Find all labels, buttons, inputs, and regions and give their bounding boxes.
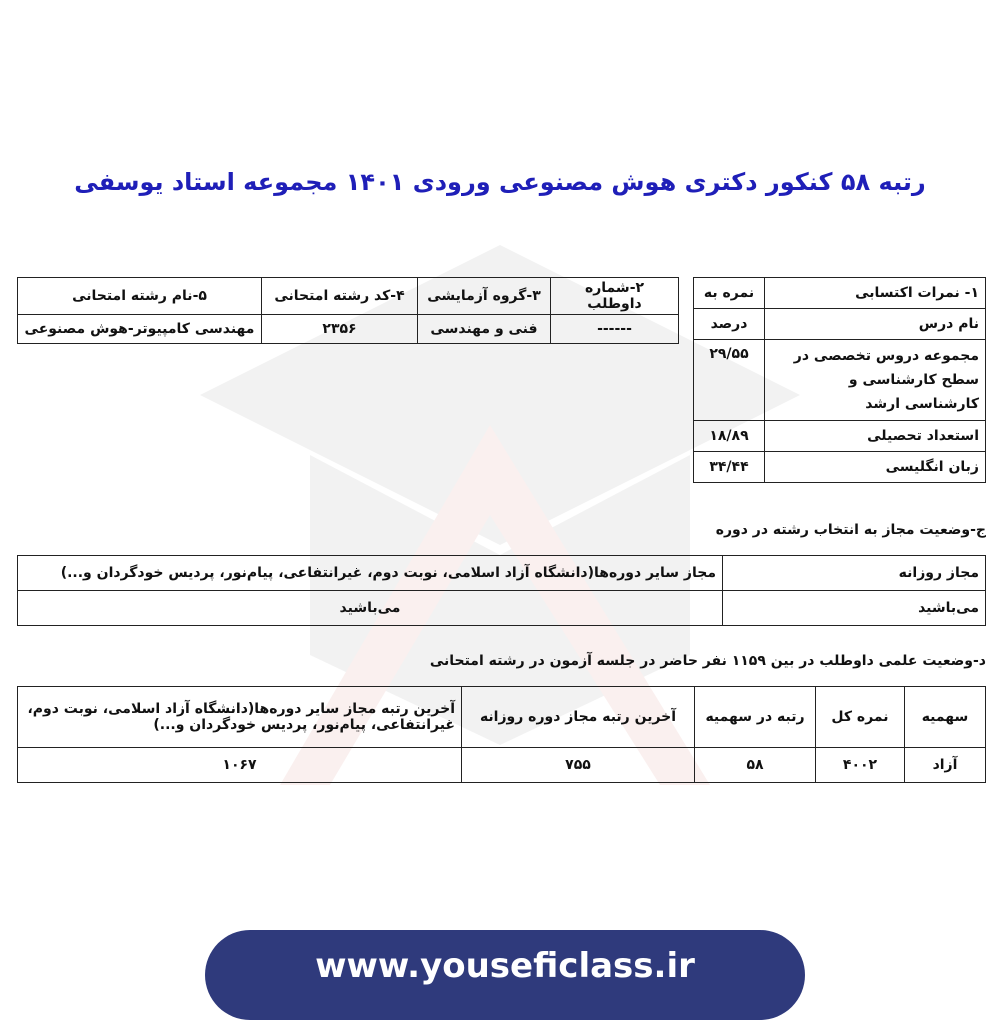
total-score: ۴۰۰۲ xyxy=(816,748,905,783)
page-title: رتبه ۵۸ کنکور دکتری هوش مصنوعی ورودی ۱۴۰۱ مجموعه استاد یوسفی xyxy=(74,168,926,196)
quota-value: آزاد xyxy=(905,748,986,783)
last-rank-daily: ۷۵۵ xyxy=(462,748,695,783)
grades-header-percent: نمره به xyxy=(694,278,765,309)
rank-header: آخرین رتبه مجاز دوره روزانه xyxy=(462,687,695,748)
rank-section-label: د-وضعیت علمی داوطلب در بین ۱۱۵۹ نفر حاضر در جلسه آزمون در رشته امتحانی xyxy=(429,653,986,669)
status-section-label: ج-وضعیت مجاز به انتخاب رشته در دوره xyxy=(715,522,986,538)
rank-header: رتبه در سهمیه xyxy=(695,687,816,748)
status-header: مجاز سایر دوره‌ها(دانشگاه آزاد اسلامی، نوبت دوم، غیرانتفاعی، پیام‌نور، پردیس خودگردان و...) xyxy=(18,556,723,591)
field-code: ۲۳۵۶ xyxy=(262,315,418,344)
rank-header: آخرین رتبه مجاز سایر دوره‌ها(دانشگاه آزاد اسلامی، نوبت دوم، غیرانتفاعی، پیام‌نور، پردیس خودگردان و...) xyxy=(18,687,462,748)
candidate-number: ------ xyxy=(551,315,679,344)
grade-row-value: ۱۸/۸۹ xyxy=(694,421,765,452)
grade-row-name: زبان انگلیسی xyxy=(765,452,986,483)
grade-row-name: استعداد تحصیلی xyxy=(765,421,986,452)
info-header: ۳-گروه آزمایشی xyxy=(418,278,551,315)
status-header: مجاز روزانه xyxy=(723,556,986,591)
info-header: ۵-نام رشته امتحانی xyxy=(18,278,262,315)
info-header: ۲-شماره داوطلب xyxy=(551,278,679,315)
grades-header-label: ۱- نمرات اکتسابی xyxy=(765,278,986,309)
website-link[interactable]: www.youseficlass.ir xyxy=(205,930,805,1020)
grades-table xyxy=(693,277,986,483)
grade-row-name: مجموعه دروس تخصصی در سطح کارشناسی و کارشناسی ارشد xyxy=(765,340,986,421)
field-name: مهندسی کامپیوتر-هوش مصنوعی xyxy=(18,315,262,344)
status-value: می‌باشید xyxy=(18,591,723,626)
candidate-info-table xyxy=(17,277,679,344)
rank-header: سهمیه xyxy=(905,687,986,748)
rank-header: نمره کل xyxy=(816,687,905,748)
status-value: می‌باشید xyxy=(723,591,986,626)
grade-row-value: ۳۴/۴۴ xyxy=(694,452,765,483)
grade-row-value: ۲۹/۵۵ xyxy=(694,340,765,421)
percent-label: درصد xyxy=(694,309,765,340)
exam-group: فنی و مهندسی xyxy=(418,315,551,344)
course-name-label: نام درس xyxy=(765,309,986,340)
quota-rank: ۵۸ xyxy=(695,748,816,783)
status-table xyxy=(17,555,986,626)
info-header: ۴-کد رشته امتحانی xyxy=(262,278,418,315)
last-rank-other: ۱۰۶۷ xyxy=(18,748,462,783)
rank-table xyxy=(17,686,986,783)
